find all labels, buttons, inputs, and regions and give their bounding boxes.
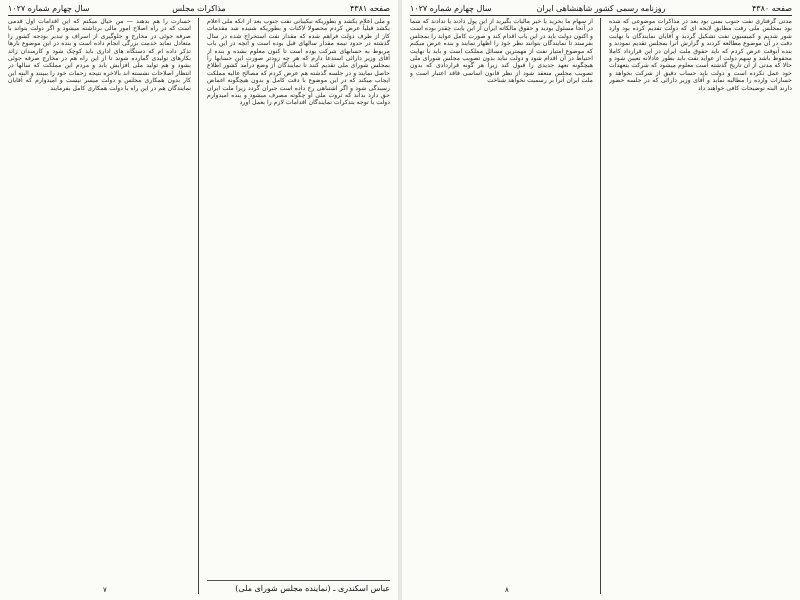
left-page-column-left bbox=[8, 18, 191, 594]
column-divider bbox=[600, 18, 601, 594]
right-page-header bbox=[410, 2, 792, 16]
right-page-column-right bbox=[609, 18, 792, 594]
left-column-left-text: خسارت را هم بدهند — من خیال میکنم که این اقدامات اول قدمی است که در راه اصلاح امور مالی برداشته میشود و اگر دولت بتواند با صرفه جوئی در مخارج و جلوگیری از اسراف و تبذیر بودجه کشور را متعادل نماید خدمت بزرگی انجام داده است و بنده در این موضوع بارها تذکر داده ام که دستگاه های اداری باید کوچک شود و کارمندان زائد بکارهای تولیدی گمارده شوند تا از این راه هم در مخارج صرفه جوئی بشود و هم تولید ملی افزایش یابد و مردم این مملکت که سالها در انتظار اصلاحات نشسته اند بالاخره نتیجه زحمات خود را ببینند و البته این کار بدون همکاری مجلس و دولت میسر نیست و امیدوارم که آقایان نمایندگان هم در این راه با دولت همکاری کامل بفرمایند bbox=[8, 18, 191, 92]
right-page bbox=[402, 0, 800, 600]
left-page-issue: سال چهارم شماره ۱۰۲۷ bbox=[8, 4, 90, 13]
right-page-number: صفحه ۴۳۸۰ bbox=[751, 4, 792, 13]
right-page-columns bbox=[410, 18, 792, 594]
left-page-folio: ۷ bbox=[103, 586, 107, 594]
right-column-right-text: مدتی گرفتاری نفت جنوب بمنی بود بعد در مذاکرات موضوعی که شده بود بمجلس ملی رفت مطابق لایحه ای که دولت تقدیم کرده بود وارد شور شدیم و کمیسیون نفت تشکیل گردید و آقایان نمایندگان با نهایت دقت در آن موضوع مطالعه کردند و گزارش آنرا بمجلس تقدیم نمودند و بنده آنوقت عرض کردم که باید حقوق ملت ایران در این قرارداد کاملا محفوظ باشد و سهم دولت از عواید نفت باید بطور عادلانه تعیین شود و حالا که مدتی از آن تاریخ گذشته است معلوم میشود که شرکت بتعهدات خود عمل نکرده است و دولت باید حساب دقیق از شرکت بخواهد و خسارات وارده را مطالبه نماید و آقای وزیر دارائی که در جلسه حضور دارند البته توضیحات کافی خواهند داد bbox=[609, 18, 792, 92]
left-page-header bbox=[8, 2, 390, 16]
left-page-number: صفحه ۴۳۸۱ bbox=[349, 4, 390, 13]
column-divider bbox=[198, 18, 199, 594]
left-page-title: مذاکرات مجلس bbox=[172, 4, 226, 13]
left-page-column-right bbox=[207, 18, 390, 594]
left-page bbox=[0, 0, 398, 600]
right-page-folio: ۸ bbox=[505, 586, 509, 594]
right-column-left-text: از سهام ما بخرید یا خیر مالیات بگیرید از این پول دادند یا ندادند که شما در آنجا مسئول بودید و حقوق مالکانه ایران از این بابت چقدر بوده است و اکنون دولت باید در این باب اقدام کند و صورت کامل عواید را بمجلس بفرستد تا نمایندگان بتوانند نظر خود را اظهار نمایند و بنده عرض میکنم که موضوع امتیاز نفت از مهمترین مسائل مملکت است و باید با نهایت احتیاط در آن اقدام شود و دولت نباید بدون تصویب مجلس شورای ملی هیچگونه تعهد جدیدی را قبول کند زیرا هر گونه قراردادی که بدون تصویب مجلس منعقد شود از نظر قانون اساسی فاقد اعتبار است و ملت ایران آنرا بر رسمیت نخواهد شناخت bbox=[410, 18, 593, 85]
right-page-column-left bbox=[410, 18, 593, 594]
right-page-issue: سال چهارم شماره ۱۰۲۷ bbox=[410, 4, 492, 13]
speaker-signature: عباس اسکندری ـ (نماینده مجلس شورای ملی) bbox=[207, 580, 390, 594]
left-column-right-text: و ملی اعلام یکشد و بطوریکه نیکیبانی نفت جنوب بعد از آنکه ملی اعلام یکشد قبلیآ عرض کردم محصولا لاکتات و بطوریکه شنیده شد مقدمات کار از طرف دولت فراهم شده که مقدار نفت استخراج شده در سال گذشته در حدود نیمه مقدار سالهای قبل بوده است و آنچه در این باب مربوط به حسابهای شرکت بوده است تا کنون معلوم نشده و بنده از آقای وزیر دارائی استدعا دارم که هر چه زودتر صورت این حسابها را بمجلس شورای ملی تقدیم کنند تا نمایندگان از وضع درآمد کشور اطلاع حاصل نمایند و در جلسه گذشته هم عرض کردم که مصالح عالیه مملکت ایجاب میکند که در این موضوع با دقت کامل و بدون هیچگونه اغماض رسیدگی شود و اگر اشتباهی رخ داده است جبران گردد زیرا ملت ایران حق دارد بداند که ثروت ملی او چگونه مصرف میشود و بنده امیدوارم دولت با توجه بتذکرات نمایندگان اقدامات لازم را بعمل آورد bbox=[207, 18, 390, 107]
right-page-title: روزنامه رسمی کشور شاهنشاهی ایران bbox=[536, 4, 666, 13]
left-page-columns bbox=[8, 18, 390, 594]
